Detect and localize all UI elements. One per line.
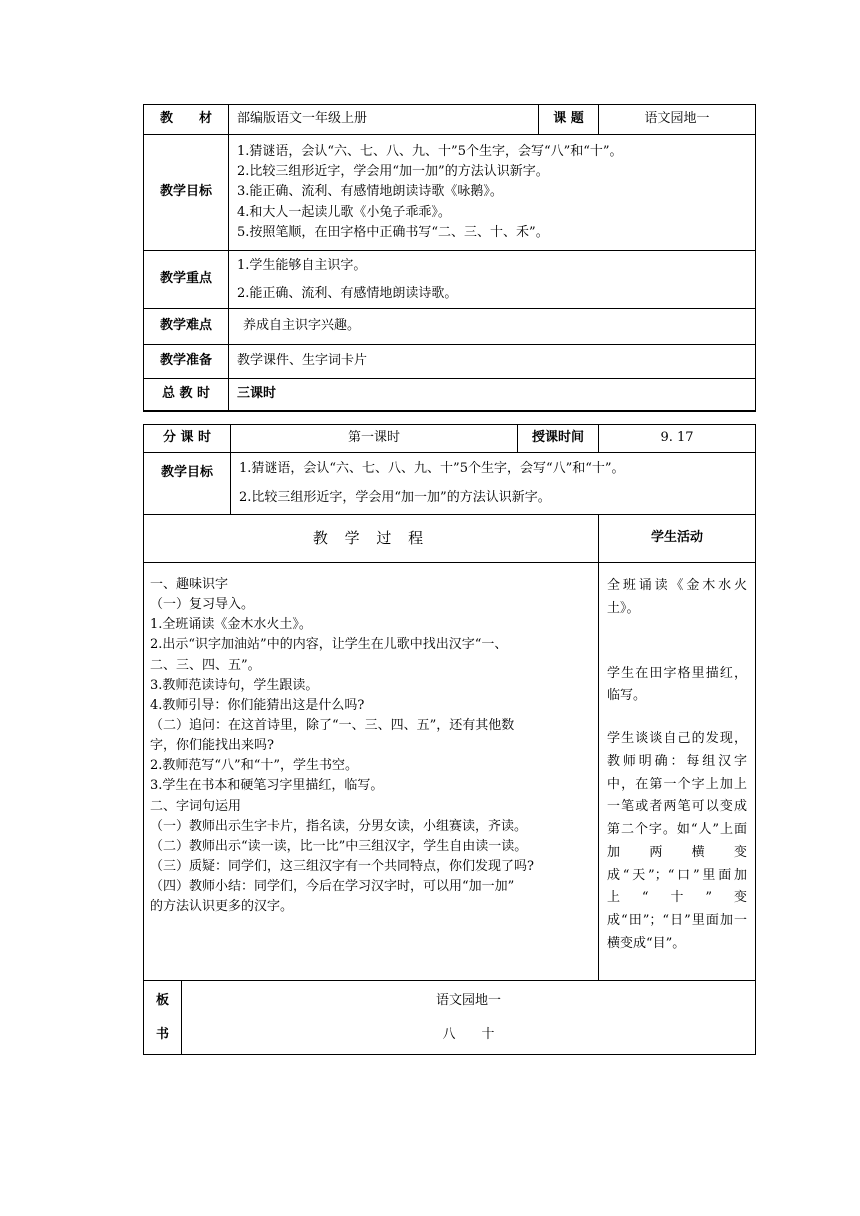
period-value: 第一课时 — [231, 425, 518, 453]
process-line: 3.教师范读诗句，学生跟读。 — [150, 677, 319, 693]
goals-list — [229, 135, 756, 251]
total-periods-label: 总 教 时 — [144, 379, 229, 411]
process-line: 的方法认识更多的汉字。 — [150, 899, 294, 915]
goal-item: 1.猜谜语，会认“六、七、八、九、十”5个生字，会写“八”和“十”。 — [237, 144, 623, 160]
lesson-table — [143, 424, 756, 515]
process-table — [143, 514, 756, 981]
process-content — [144, 563, 599, 981]
activity-spacer — [607, 708, 747, 728]
material-label: 教 材 — [144, 105, 229, 135]
process-title: 教 学 过 程 — [144, 515, 599, 563]
goal-item: 5.按照笔顺，在田字格中正确书写“二、三、十、禾”。 — [237, 224, 549, 240]
goal-item: 3.能正确、流利、有感情地朗读诗歌《咏鹅》。 — [237, 184, 503, 200]
prep-label: 教学准备 — [144, 345, 229, 379]
process-line: （二）教师出示“读一读，比一比”中三组汉字，学生自由读一读。 — [150, 838, 528, 854]
topic-value: 语文园地一 — [599, 105, 756, 135]
process-line: （二）追问：在这首诗里，除了“一、三、四、五”，还有其他数 — [150, 717, 515, 733]
process-line: 3.学生在书本和硬笔习字里描红，临写。 — [150, 778, 384, 794]
process-line: 一、趣味识字 — [150, 577, 229, 592]
board-label-char: 板 — [155, 992, 169, 1008]
board-title: 语文园地一 — [435, 992, 501, 1008]
student-activity-title: 学生活动 — [599, 515, 756, 563]
material-value: 部编版语文一年级上册 — [229, 105, 539, 135]
process-line: 4.教师引导：你们能猜出这是什么吗? — [150, 697, 365, 713]
process-line: 1.全班诵读《金木水火土》。 — [150, 617, 312, 633]
activity-spacer — [607, 621, 747, 663]
process-line: （四）教师小结：同学们，今后在学习汉字时，可以用“加一加” — [150, 879, 515, 895]
period-label: 分 课 时 — [144, 425, 231, 453]
process-line: 2.出示“识字加油站”中的内容，让学生在儿歌中找出汉字“一、 — [150, 637, 508, 653]
process-line: （一）复习导入。 — [150, 597, 255, 613]
total-periods-value: 三课时 — [229, 379, 756, 411]
teaching-time-value: 9. 17 — [599, 425, 756, 453]
header-table — [143, 104, 756, 412]
activity-item: 学生谈谈自己的发现，教师明确：每组汉字中，在第一个字上加上一笔或者两笔可以变成第二个字。如“人”上面加两横变成“天”；“口”里面加上“十”变成“田”；“日”里面加一横变成“目”。 — [607, 731, 747, 951]
lesson-goals-list — [231, 453, 756, 515]
activity-item: 全班诵读《金木水火土》。 — [607, 578, 747, 616]
board-content — [182, 981, 756, 1055]
key-point-item: 2.能正确、流利、有感情地朗读诗歌。 — [237, 285, 458, 301]
key-points-list — [229, 251, 756, 309]
board-label-char: 书 — [155, 1026, 169, 1042]
goal-item: 4.和大人一起读儿歌《小兔子乖乖》。 — [237, 204, 451, 220]
teaching-time-label: 授课时间 — [518, 425, 599, 453]
prep-value: 教学课件、生字词卡片 — [229, 345, 756, 379]
board-characters: 八 十 — [442, 1026, 495, 1042]
process-line: （一）教师出示生字卡片，指名读，分男女读，小组赛读，齐读。 — [150, 818, 528, 834]
process-line: （三）质疑：同学们，这三组汉字有一个共同特点，你们发现了吗? — [150, 858, 534, 874]
student-activity-content — [599, 563, 756, 981]
process-line: 二、字词句运用 — [150, 798, 242, 814]
difficulty-label: 教学难点 — [144, 309, 229, 345]
lesson-goals-label: 教学目标 — [144, 453, 231, 515]
goal-item: 2.比较三组形近字，学会用“加一加”的方法认识新字。 — [237, 164, 549, 180]
key-points-label: 教学重点 — [144, 251, 229, 309]
lesson-goal-item: 1.猜谜语，会认“六、七、八、九、十”5个生字，会写“八”和“十”。 — [239, 460, 625, 476]
board-table — [143, 980, 756, 1055]
process-line: 二、三、四、五”。 — [150, 657, 261, 673]
board-label — [144, 981, 182, 1055]
topic-label: 课 题 — [539, 105, 599, 135]
process-line: 2.教师范写“八”和“十”，学生书空。 — [150, 758, 358, 774]
lesson-goal-item: 2.比较三组形近字，学会用“加一加”的方法认识新字。 — [239, 489, 551, 505]
goals-label: 教学目标 — [144, 135, 229, 251]
activity-item: 学生在田字格里描红，临写。 — [607, 665, 747, 704]
process-line: 字，你们能找出来吗? — [150, 738, 274, 754]
difficulty-value: 养成自主识字兴趣。 — [229, 309, 756, 345]
key-point-item: 1.学生能够自主识字。 — [237, 258, 367, 274]
